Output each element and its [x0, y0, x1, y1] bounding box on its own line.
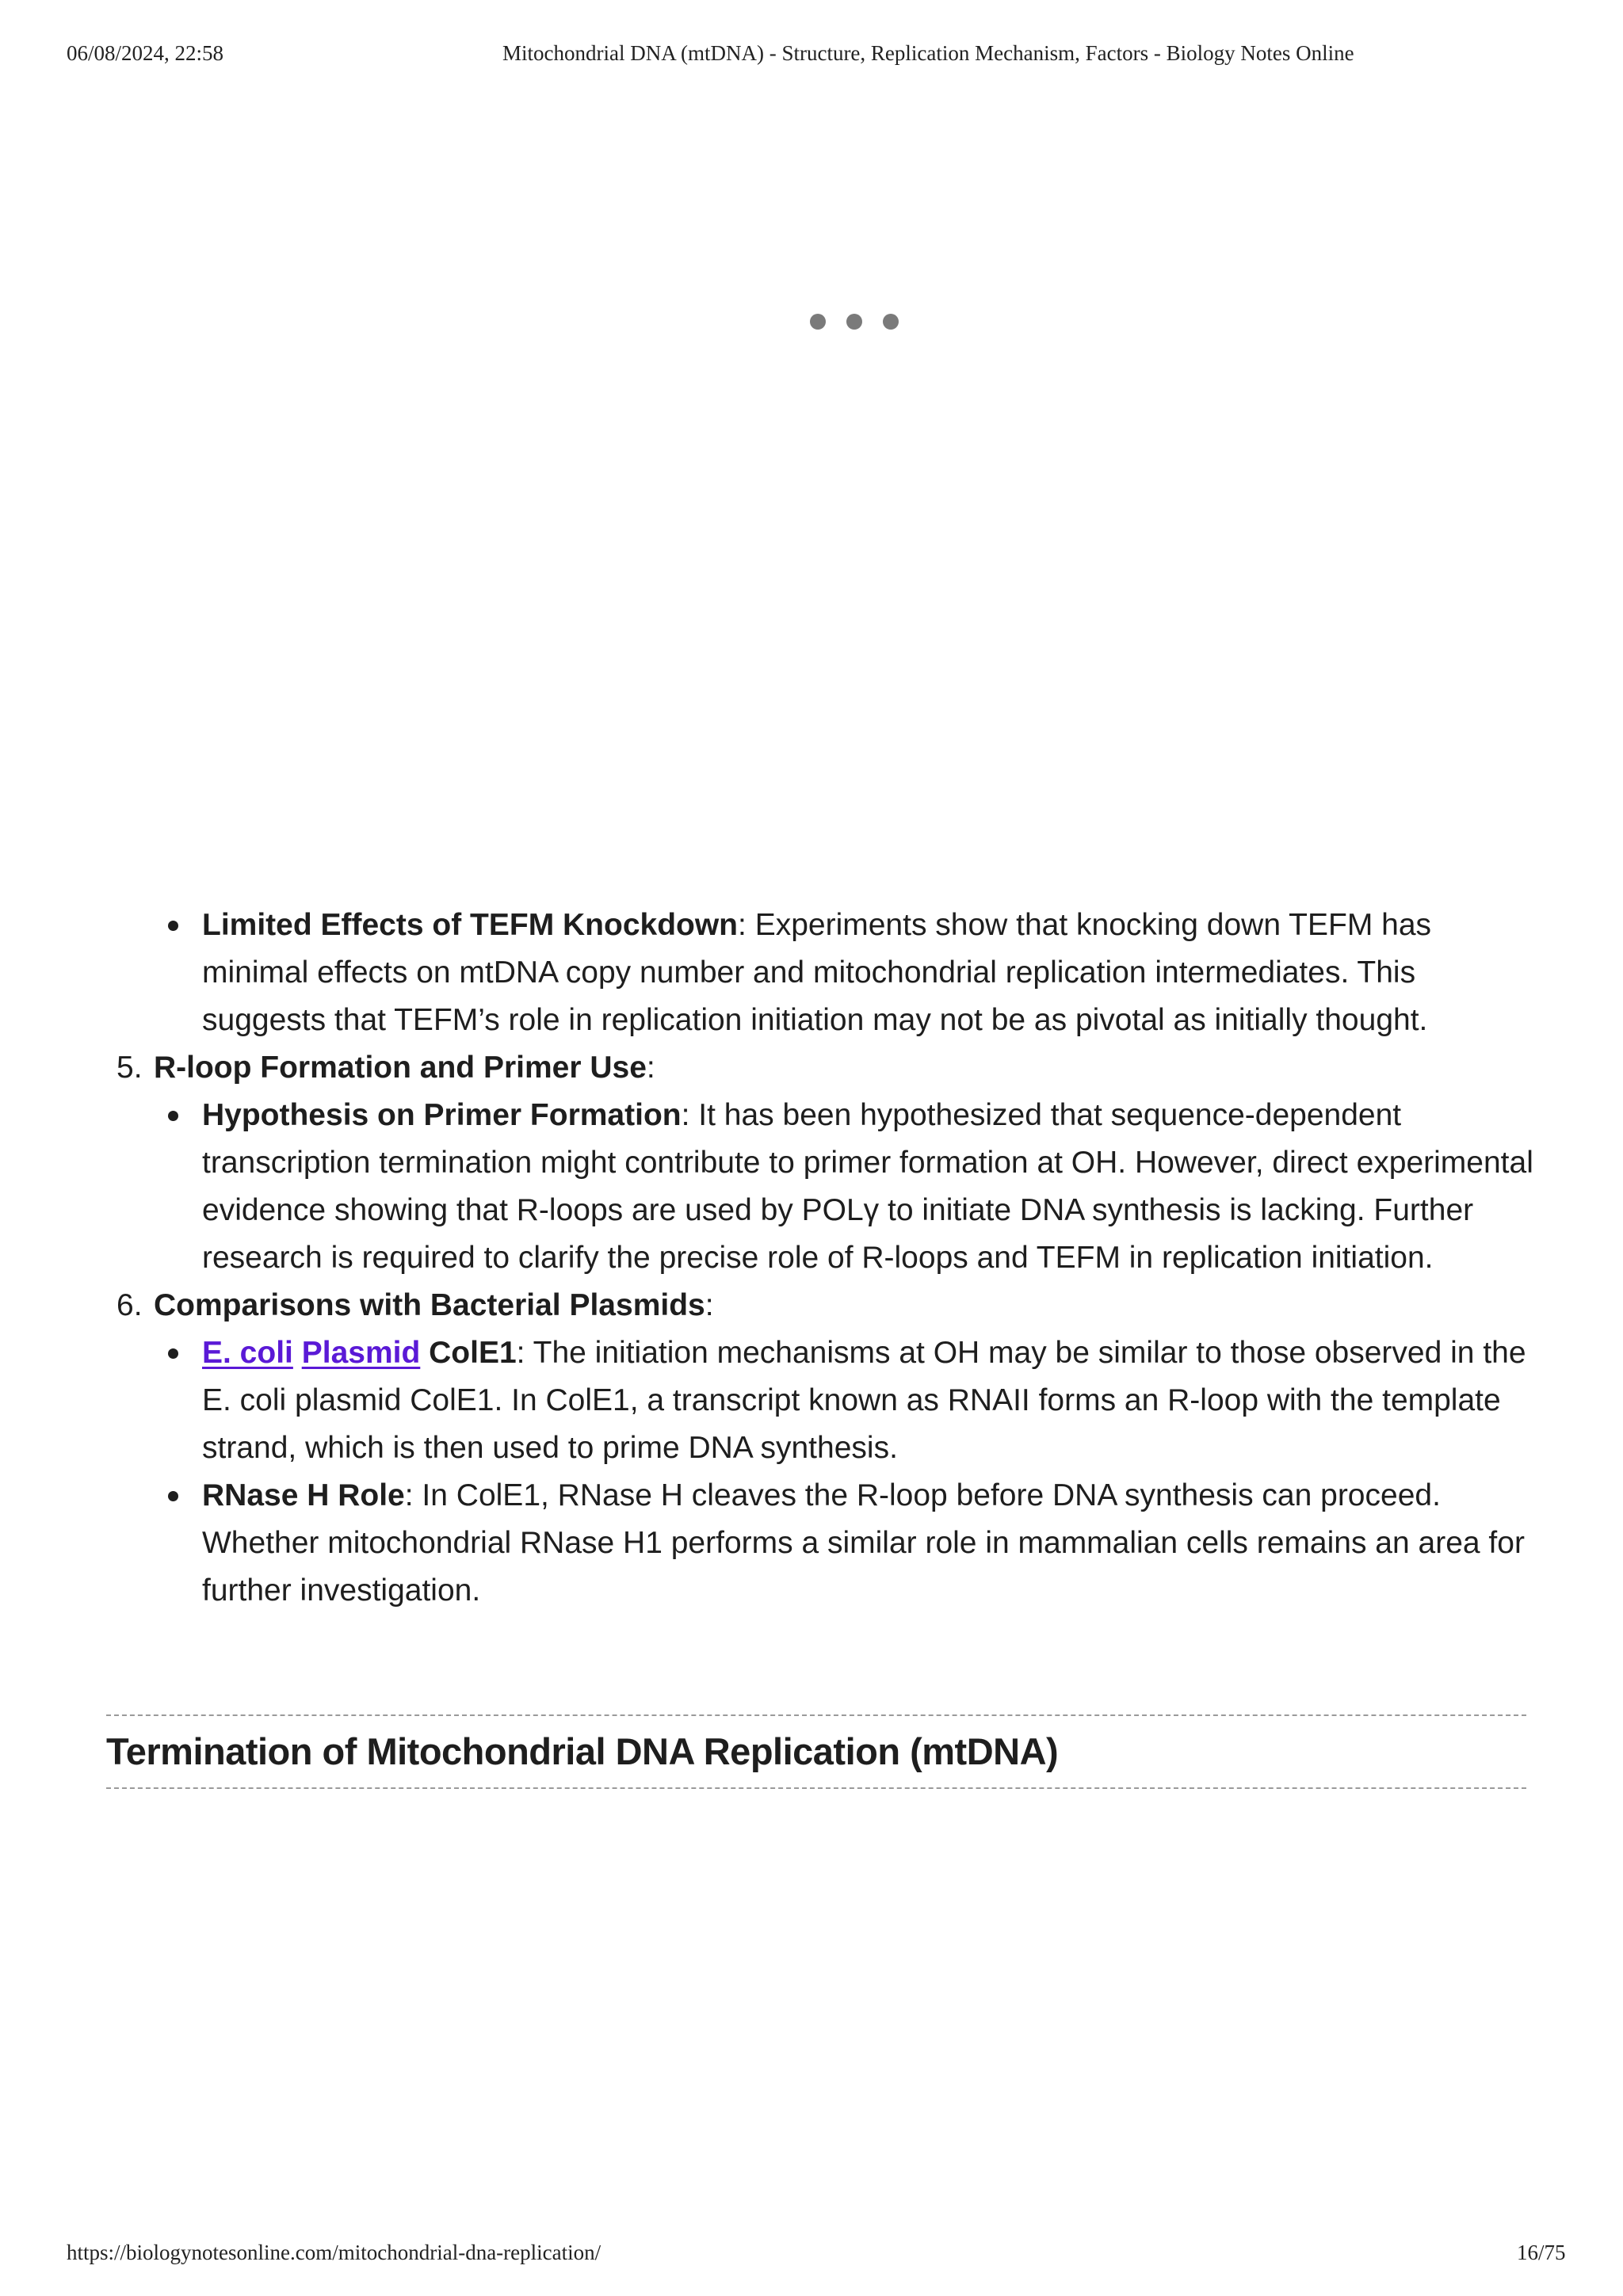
article-content	[0, 902, 1623, 1615]
print-url: https://biologynotesonline.com/mitochondrial-dna-replication/	[67, 2241, 601, 2264]
bullet-icon	[168, 1491, 178, 1501]
list-item-rnase-h: RNase H Role: In ColE1, RNase H cleaves the R-loop before DNA synthesis can proceed. Whether mitochondrial RNase H1 performs a similar role in mammalian cells remains an area for further investigation.	[0, 1472, 1533, 1615]
loading-dot	[883, 314, 899, 330]
text-cole1: The initiation mechanisms at OH may be similar to those observed in the E. coli plasmid ColE1. In ColE1, a transcript known as RNAII forms an R-loop with the template strand, which is then used to prime DNA synthesis.	[202, 1336, 1526, 1465]
print-page-title: Mitochondrial DNA (mtDNA) - Structure, Replication Mechanism, Factors - Biology Notes Online	[502, 41, 1354, 65]
term-tefm-knockdown: Limited Effects of TEFM Knockdown	[202, 908, 739, 942]
section-title-rloop: R-loop Formation and Primer Use	[154, 1051, 647, 1085]
list-item-primer-formation: Hypothesis on Primer Formation: It has been hypothesized that sequence-dependent transcription termination might contribute to primer formation at OH. However, direct experimental evidence showing that R-loops are used by POLγ to initiate DNA synthesis is lacking. Further research is required to clarify the precise role of R-loops and TEFM in replication initiation.	[0, 1092, 1533, 1282]
term-rnase-h: RNase H Role	[202, 1478, 405, 1512]
item-number-5: 5.	[116, 1051, 143, 1085]
section-heading: Termination of Mitochondrial DNA Replication (mtDNA)	[106, 1730, 1059, 1772]
link-plasmid[interactable]: Plasmid	[301, 1336, 421, 1370]
bullet-icon	[168, 1348, 178, 1359]
text-tefm-knockdown: Experiments show that knocking down TEFM has minimal effects on mtDNA copy number and mitochondrial replication intermediates. This suggests that TEFM’s role in replication initiation may not be as pivotal as initially thought.	[202, 908, 1432, 1037]
print-header	[0, 41, 1623, 73]
loading-dot	[846, 314, 862, 330]
print-page-number: 16/75	[1517, 2241, 1566, 2264]
item-number-6: 6.	[116, 1288, 143, 1322]
print-datetime: 06/08/2024, 22:58	[67, 41, 224, 65]
bullet-icon	[168, 921, 178, 931]
loading-dot	[810, 314, 826, 330]
numbered-item-6: 6. Comparisons with Bacterial Plasmids:	[0, 1282, 1623, 1329]
loading-dots-icon	[810, 314, 899, 330]
list-item-tefm-knockdown: Limited Effects of TEFM Knockdown: Experiments show that knocking down TEFM has minimal effects on mtDNA copy number and mitochondrial replication intermediates. This suggests that TEFM’s role in replication initiation may not be as pivotal as initially thought.	[0, 902, 1533, 1044]
text-rnase-h: In ColE1, RNase H cleaves the R-loop before DNA synthesis can proceed. Whether mitochondrial RNase H1 performs a similar role in mammalian cells remains an area for further investigation.	[202, 1478, 1525, 1608]
term-primer-formation: Hypothesis on Primer Formation	[202, 1098, 682, 1132]
numbered-item-5: 5. R-loop Formation and Primer Use:	[0, 1044, 1623, 1092]
list-item-cole1: E. coli Plasmid ColE1: The initiation mechanisms at OH may be similar to those observed in the E. coli plasmid ColE1. In ColE1, a transcript known as RNAII forms an R-loop with the template strand, which is then used to prime DNA synthesis.	[0, 1329, 1533, 1472]
section-title-plasmids: Comparisons with Bacterial Plasmids	[154, 1288, 705, 1322]
text-primer-formation: It has been hypothesized that sequence-dependent transcription termination might contribute to primer formation at OH. However, direct experimental evidence showing that R-loops are used by POLγ to initiate DNA synthesis is lacking. Further research is required to clarify the precise role of R-loops and TEFM in replication initiation.	[202, 1098, 1533, 1275]
link-e-coli[interactable]: E. coli	[202, 1336, 293, 1370]
bullet-icon	[168, 1111, 178, 1121]
section-heading-container	[106, 1714, 1526, 1789]
term-cole1: ColE1	[429, 1336, 517, 1370]
